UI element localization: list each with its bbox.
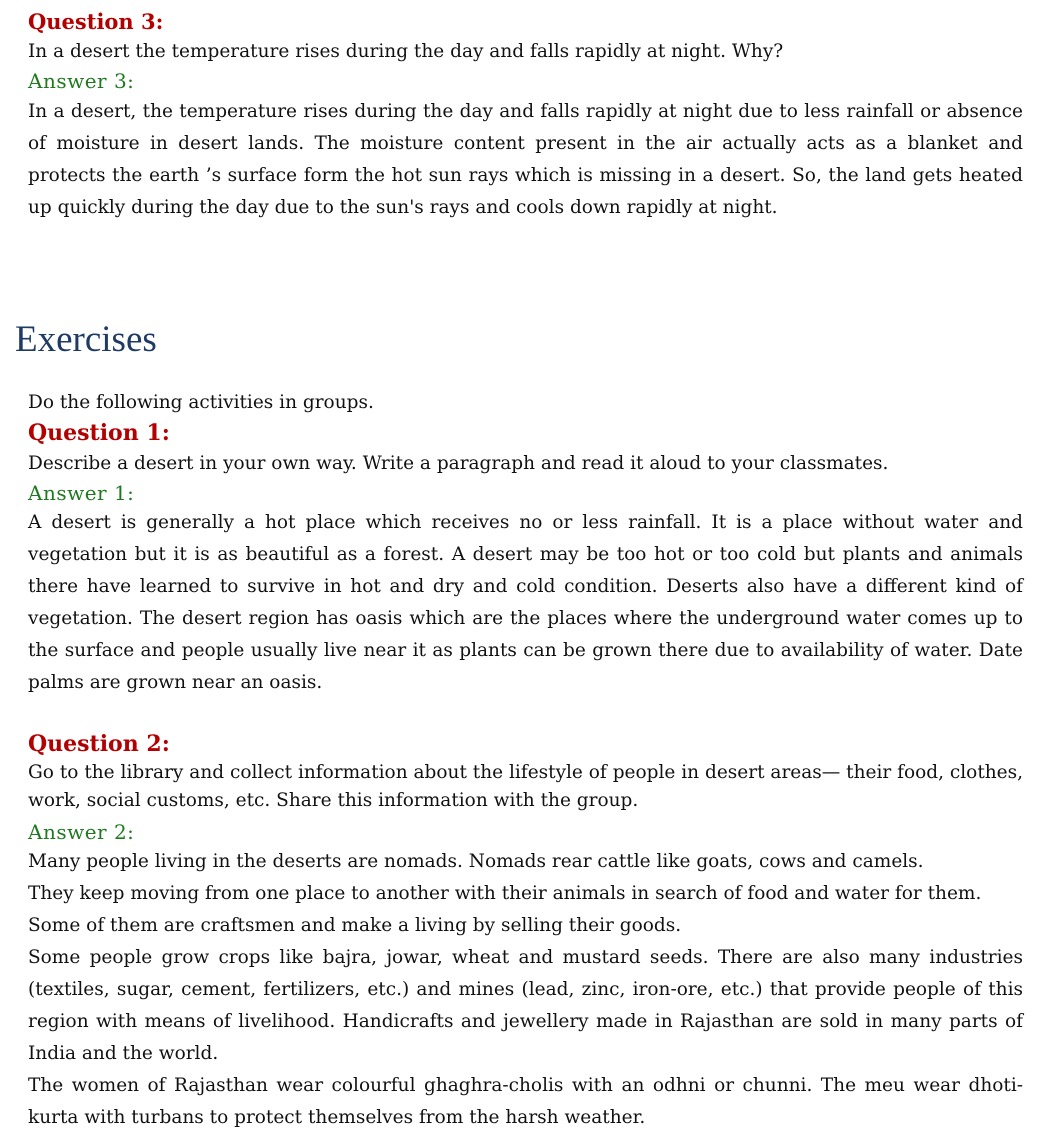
question-2-label: Question 2: xyxy=(28,731,170,757)
question-1-label: Question 1: xyxy=(28,420,170,446)
answer-1-label: Answer 1: xyxy=(28,481,135,505)
answer-1-text: A desert is generally a hot place which receives no or less rainfall. It is a place without water and vegetation but it is as beautiful as a forest. A desert may be too hot or too cold but plants and animals there have learned to survive in hot and dry and cold condition. Deserts also have a different kind of vegetation. The desert region has oasis which are the places where the underground water comes up to the surface and people usually live near it as plants can be grown there due to availability of water. Date palms are grown near an oasis. xyxy=(28,512,1023,693)
answer-3-text: In a desert, the temperature rises during the day and falls rapidly at night due to less rainfall or absence of moisture in desert lands. The moisture content present in the air actually acts as a blanket and protects the earth ’s surface form the hot sun rays which is missing in a desert. So, the land gets heated up quickly during the day due to the sun's rays and cools down rapidly at night. xyxy=(28,101,1023,218)
question-3-label: Question 3: xyxy=(28,9,164,34)
question-2-text: Go to the library and collect information about the lifestyle of people in desert areas— their food, clothes, work, social customs, etc. Share this information with the group. xyxy=(28,762,1023,811)
question-1-text: Describe a desert in your own way. Write a paragraph and read it aloud to your classmates. xyxy=(28,453,889,474)
answer-2-paragraph-2: They keep moving from one place to another with their animals in search of food and water for them. xyxy=(28,883,982,904)
answer-3-label: Answer 3: xyxy=(28,69,135,93)
exercises-intro: Do the following activities in groups. xyxy=(28,392,374,413)
answer-2-paragraph-1: Many people living in the deserts are nomads. Nomads rear cattle like goats, cows and camels. xyxy=(28,851,924,872)
exercises-heading: Exercises xyxy=(15,319,157,360)
answer-2-paragraph-4: Some people grow crops like bajra, jowar, wheat and mustard seeds. There are also many industries (textiles, sugar, cement, fertilizers, etc.) and mines (lead, zinc, iron-ore, etc.) that provide people of this region with means of livelihood. Handicrafts and jewellery made in Rajasthan are sold in many parts of India and the world. xyxy=(28,947,1023,1064)
question-3-text: In a desert the temperature rises during the day and falls rapidly at night. Why? xyxy=(28,41,784,62)
answer-2-paragraph-3: Some of them are craftsmen and make a living by selling their goods. xyxy=(28,915,682,936)
answer-2-paragraph-5: The women of Rajasthan wear colourful ghaghra-cholis with an odhni or chunni. The meu wear dhoti-kurta with turbans to protect themselves from the harsh weather. xyxy=(28,1075,1023,1128)
answer-2-label: Answer 2: xyxy=(28,820,135,844)
